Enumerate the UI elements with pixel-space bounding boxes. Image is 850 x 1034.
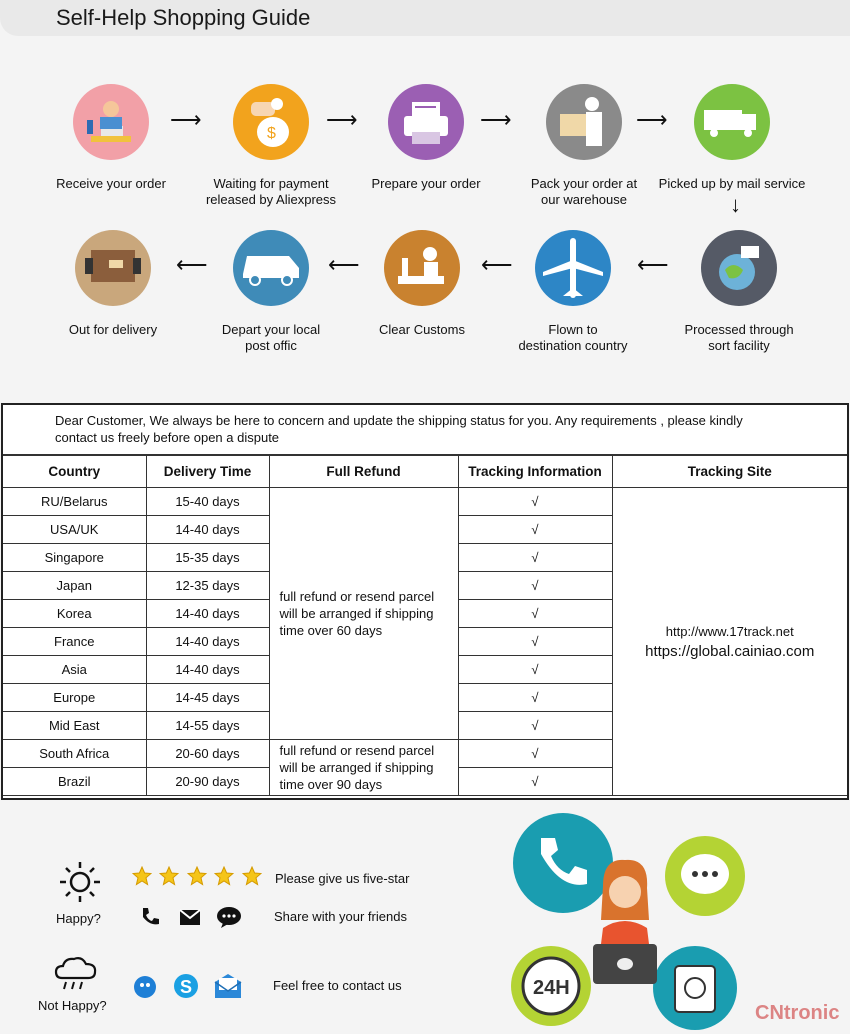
step-receive-order <box>31 84 191 192</box>
svg-text:$: $ <box>267 125 276 142</box>
col-tracking-information: Tracking Information <box>458 456 612 488</box>
time-cell: 15-35 days <box>146 544 269 572</box>
time-cell: 14-55 days <box>146 712 269 740</box>
step-depart-post <box>191 230 351 354</box>
col-country: Country <box>3 456 146 488</box>
arrow-right-icon: ⟶ <box>480 107 512 132</box>
step-out-delivery <box>33 230 193 338</box>
tracking-cell: √ <box>458 600 612 628</box>
step-label: Prepare your order <box>371 176 481 191</box>
arrow-left-icon: ⟵ <box>637 252 669 277</box>
contact-text: Feel free to contact us <box>273 978 402 993</box>
notice-line: Dear Customer, We always be here to concern and update the shipping status for you. Any requirements , please kindly <box>55 413 743 428</box>
arrow-left-icon: ⟵ <box>481 252 513 277</box>
col-delivery-time: Delivery Time <box>146 456 269 488</box>
tracking-link-cainiao[interactable]: https://global.cainiao.com <box>645 642 815 660</box>
not-happy-label: Not Happy? <box>38 998 107 1013</box>
step-label: Pack your order at <box>530 176 638 191</box>
step-prepare-order <box>346 84 506 192</box>
time-cell: 12-35 days <box>146 572 269 600</box>
step-sort-facility <box>659 230 819 354</box>
arrow-right-icon: ⟶ <box>636 107 668 132</box>
step-label: released by Aliexpress <box>205 192 337 207</box>
notice-line: contact us freely before open a dispute <box>55 430 280 445</box>
star-icon[interactable] <box>132 866 152 886</box>
time-cell: 14-40 days <box>146 600 269 628</box>
tracking-cell: √ <box>458 488 612 516</box>
step-customs <box>342 230 502 338</box>
airplane-icon <box>535 230 611 306</box>
country-cell: Mid East <box>3 712 146 740</box>
customs-officer-icon <box>384 230 460 306</box>
van-icon <box>233 230 309 306</box>
arrow-left-icon: ⟵ <box>328 252 360 277</box>
happy-label: Happy? <box>56 911 101 926</box>
customer-notice <box>3 405 847 455</box>
tracking-site-cell <box>612 488 847 796</box>
mail-icon[interactable] <box>178 905 202 934</box>
star-icon[interactable] <box>214 866 234 886</box>
package-worker-icon <box>546 84 622 160</box>
shipping-table <box>3 455 847 796</box>
table-header-row <box>3 456 847 488</box>
tracking-cell: √ <box>458 712 612 740</box>
step-label: Flown to <box>548 322 598 337</box>
step-label: our warehouse <box>541 192 627 207</box>
step-waiting-payment <box>191 84 351 208</box>
col-full-refund: Full Refund <box>269 456 458 488</box>
star-icon[interactable] <box>187 866 207 886</box>
page-title: Self-Help Shopping Guide <box>56 5 311 30</box>
five-star-rating[interactable] <box>132 866 265 891</box>
star-icon[interactable] <box>242 866 262 886</box>
time-cell: 20-90 days <box>146 768 269 796</box>
shipping-table-panel <box>1 403 849 800</box>
tracking-cell: √ <box>458 516 612 544</box>
time-cell: 14-40 days <box>146 656 269 684</box>
parcel-hands-icon <box>75 230 151 306</box>
refund-cell: full refund or resend parcel will be arranged if shipping time over 90 days <box>269 740 458 796</box>
phone-icon[interactable] <box>138 905 162 934</box>
step-picked-up <box>652 84 812 192</box>
sun-icon <box>58 860 102 909</box>
chat-icon[interactable] <box>215 905 243 934</box>
time-cell: 20-60 days <box>146 740 269 768</box>
printer-icon <box>388 84 464 160</box>
step-label: Depart your local <box>221 322 321 337</box>
skype-icon[interactable] <box>172 972 200 1005</box>
tracking-cell: √ <box>458 740 612 768</box>
truck-icon <box>694 84 770 160</box>
tracking-cell: √ <box>458 628 612 656</box>
share-text: Share with your friends <box>274 909 407 924</box>
star-icon[interactable] <box>159 866 179 886</box>
step-label: Clear Customs <box>379 322 465 337</box>
rain-cloud-icon <box>52 954 100 999</box>
brand-watermark: CNtronic <box>755 1002 840 1024</box>
arrow-left-icon: ⟵ <box>176 252 208 277</box>
header-bar <box>0 0 850 36</box>
country-cell: Singapore <box>3 544 146 572</box>
arrow-right-icon: ⟶ <box>326 107 358 132</box>
five-star-text: Please give us five-star <box>275 871 410 886</box>
country-cell: South Africa <box>3 740 146 768</box>
money-bag-icon <box>233 84 309 160</box>
cashier-icon <box>73 84 149 160</box>
step-label: sort facility <box>708 338 770 353</box>
step-label: Out for delivery <box>68 322 158 337</box>
time-cell: 14-40 days <box>146 628 269 656</box>
arrow-right-icon: ⟶ <box>170 107 202 132</box>
tracking-cell: √ <box>458 684 612 712</box>
table-row <box>3 488 847 516</box>
step-label: Picked up by mail service <box>658 176 806 191</box>
step-label: Waiting for payment <box>213 176 329 191</box>
country-cell: Europe <box>3 684 146 712</box>
step-pack-order <box>504 84 664 208</box>
step-label: post offic <box>245 338 297 353</box>
arrow-down-icon: ↓ <box>730 192 741 217</box>
country-cell: Japan <box>3 572 146 600</box>
country-cell: USA/UK <box>3 516 146 544</box>
country-cell: Korea <box>3 600 146 628</box>
tracking-cell: √ <box>458 544 612 572</box>
envelope-icon[interactable] <box>213 972 243 1005</box>
tracking-cell: √ <box>458 768 612 796</box>
svg-text:S: S <box>180 977 193 997</box>
time-cell: 14-40 days <box>146 516 269 544</box>
country-cell: Brazil <box>3 768 146 796</box>
country-cell: France <box>3 628 146 656</box>
phone-bubble <box>513 813 613 913</box>
tracking-link-17track[interactable]: http://www.17track.net <box>665 623 794 639</box>
tracking-cell: √ <box>458 572 612 600</box>
time-cell: 15-40 days <box>146 488 269 516</box>
step-flown <box>493 230 653 354</box>
tracking-cell: √ <box>458 656 612 684</box>
globe-mail-icon <box>701 230 777 306</box>
step-label: Receive your order <box>56 176 166 191</box>
refund-cell: full refund or resend parcel will be arranged if shipping time over 60 days <box>269 488 458 740</box>
time-cell: 14-45 days <box>146 684 269 712</box>
bird-icon[interactable] <box>132 973 158 1004</box>
col-tracking-site: Tracking Site <box>612 456 847 488</box>
svg-text:24H: 24H <box>533 977 570 999</box>
country-cell: RU/Belarus <box>3 488 146 516</box>
step-label: Processed through <box>684 322 794 337</box>
customer-service-illustration <box>503 808 793 1034</box>
country-cell: Asia <box>3 656 146 684</box>
step-label: destination country <box>518 338 628 353</box>
